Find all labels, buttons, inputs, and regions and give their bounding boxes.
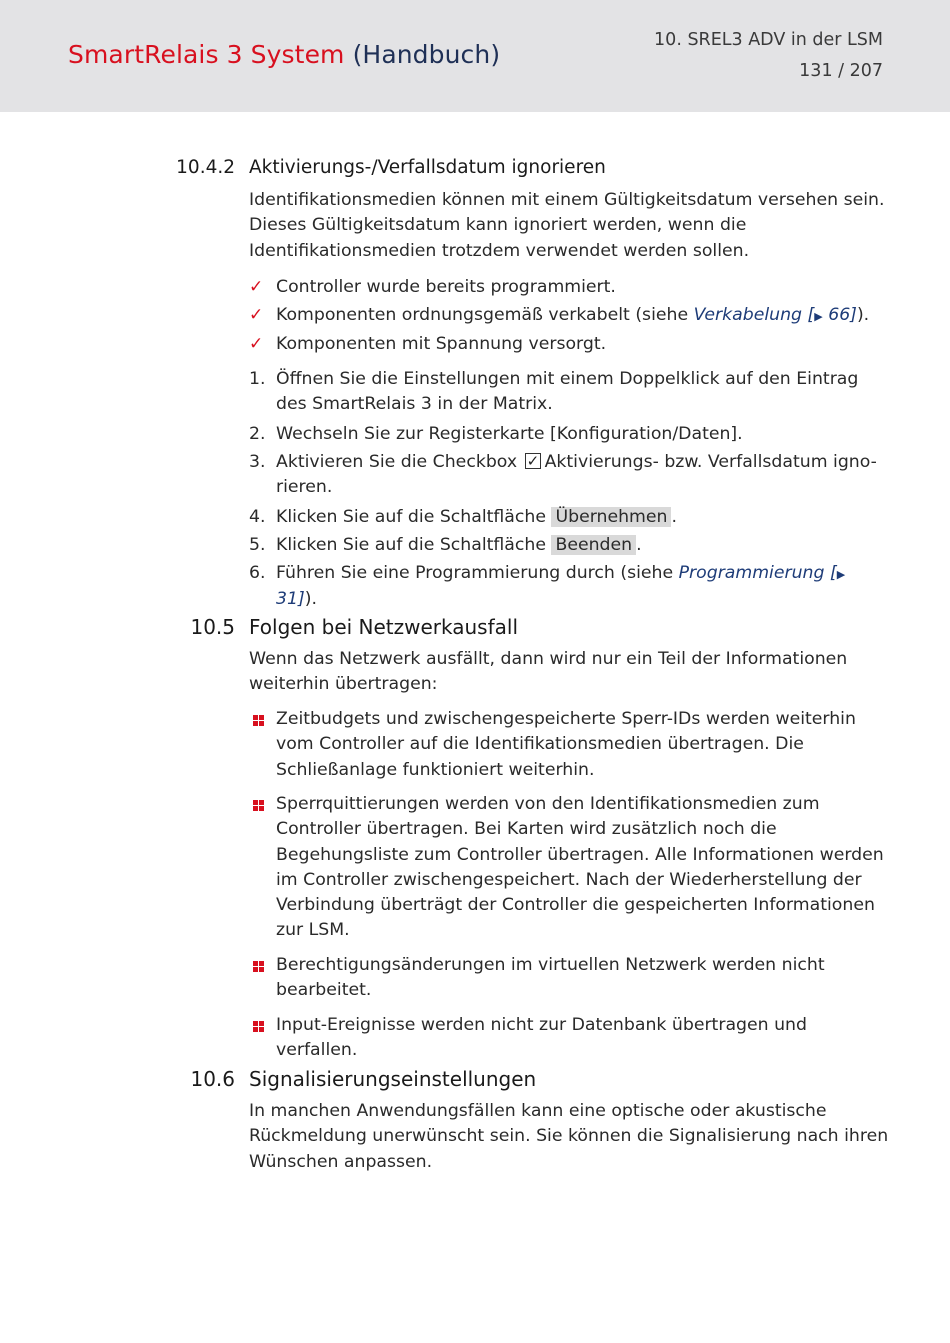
step-number: 1. xyxy=(249,369,266,389)
step-text: Führen Sie eine Programmierung durch (siehe xyxy=(276,563,679,583)
step-item xyxy=(249,450,889,501)
step-number: 2. xyxy=(249,424,266,444)
section-intro: Identifikationsmedien können mit einem Gültigkeitsdatum versehen sein. Dieses Gültigkeitsdatum kann ignoriert werden, wenn die Identifikationsmedien trotzdem verwendet werden sollen. xyxy=(249,190,885,261)
check-icon: ✓ xyxy=(249,305,264,325)
step-item xyxy=(249,367,889,418)
bullet-item xyxy=(249,707,889,783)
step-item xyxy=(249,533,889,558)
section-title: Folgen bei Netzwerkausfall xyxy=(249,615,519,639)
section-number: 10.6 xyxy=(190,1067,235,1091)
step-text: Aktivieren Sie die Checkbox xyxy=(276,452,518,472)
document-title-suffix: (Handbuch) xyxy=(352,40,501,69)
step-text-tail: . xyxy=(671,507,677,527)
bullet-icon xyxy=(253,1021,264,1032)
prerequisite-tail: ). xyxy=(856,305,870,325)
link-text[interactable]: Programmierung [ xyxy=(678,563,837,583)
step-item xyxy=(249,505,889,530)
bullet-icon xyxy=(253,961,264,972)
step-number: 5. xyxy=(249,535,266,555)
bullet-text: Input-Ereignisse werden nicht zur Datenbank übertragen und verfallen. xyxy=(276,1015,807,1061)
prerequisite-text: Komponenten ordnungsgemäß verkabelt (siehe xyxy=(276,305,694,325)
document-title-main: SmartRelais 3 System xyxy=(68,40,345,69)
bullet-text: Zeitbudgets und zwischengespeicherte Sperr-IDs werden weiterhin vom Controller auf die Identifikationsmedien übertragen. Die Schließanlage funktioniert weiterhin. xyxy=(276,709,856,780)
link-verkabelung[interactable] xyxy=(694,305,857,325)
step-text: Wechseln Sie zur Registerkarte [Konfiguration/Daten]. xyxy=(276,424,743,444)
step-number: 4. xyxy=(249,507,266,527)
section-title: Signalisierungseinstellungen xyxy=(249,1067,537,1091)
arrow-right-icon: ▶ xyxy=(814,310,823,323)
prerequisite-item xyxy=(249,332,889,357)
beenden-button-label: Beenden xyxy=(551,535,636,555)
step-number: 3. xyxy=(249,452,266,472)
chapter-label: 10. SREL3 ADV in der LSM xyxy=(654,30,883,50)
bullet-item xyxy=(249,792,889,944)
link-page[interactable]: 66] xyxy=(822,305,857,325)
section-intro: In manchen Anwendungsfällen kann eine optische oder akustische Rückmeldung unerwünscht sein. Sie können die Signalisierung nach ihren Wünschen anpassen. xyxy=(249,1101,889,1172)
section-intro: Wenn das Netzwerk ausfällt, dann wird nur ein Teil der Informationen weiterhin übertragen: xyxy=(249,649,848,695)
checkbox-icon xyxy=(525,453,541,469)
step-item xyxy=(249,561,889,613)
arrow-right-icon: ▶ xyxy=(836,568,846,581)
step-text-tail: Aktivierungs- bzw. Verfallsdatum igno-rieren. xyxy=(276,452,877,498)
step-text: Öffnen Sie die Einstellungen mit einem Doppelklick auf den Eintrag des SmartRelais 3 in der Matrix. xyxy=(276,369,859,415)
bullet-text: Berechtigungsänderungen im virtuellen Netzwerk werden nicht bearbeitet. xyxy=(276,955,825,1001)
section-number: 10.4.2 xyxy=(176,157,235,178)
step-text: Klicken Sie auf die Schaltfläche xyxy=(276,535,546,555)
link-text[interactable]: Verkabelung [ xyxy=(693,305,815,325)
step-number: 6. xyxy=(249,563,266,583)
check-icon: ✓ xyxy=(249,277,264,297)
bullet-icon xyxy=(253,715,264,726)
link-page[interactable]: 31] xyxy=(276,589,305,610)
page-header xyxy=(0,0,950,112)
bullet-icon xyxy=(253,800,264,811)
section-number: 10.5 xyxy=(190,615,235,639)
section-title: Aktivierungs-/Verfallsdatum ignorieren xyxy=(249,157,606,178)
prerequisite-text: Controller wurde bereits programmiert. xyxy=(276,277,616,297)
step-text: Klicken Sie auf die Schaltfläche xyxy=(276,507,546,527)
check-icon: ✓ xyxy=(249,334,264,354)
bullet-item xyxy=(249,1013,889,1064)
prerequisite-text: Komponenten mit Spannung versorgt. xyxy=(276,334,607,354)
step-text-tail: . xyxy=(636,535,642,555)
step-item xyxy=(249,422,889,447)
bullet-item xyxy=(249,953,889,1004)
page-number: 131 / 207 xyxy=(799,61,883,81)
prerequisite-item xyxy=(249,275,889,300)
prerequisite-item xyxy=(249,303,889,329)
document-title xyxy=(68,40,500,69)
ubernehmen-button-label: Übernehmen xyxy=(551,507,671,527)
bullet-text: Sperrquittierungen werden von den Identifikationsmedien zum Controller übertragen. Bei Karten wird zusätzlich noch die Begehungsliste zum Controller übertragen. Alle Informationen werden im Controller zwischengespeichert. Nach der Wiederherstellung der Verbindung überträgt der Controller die gespeicherten Informationen zur LSM. xyxy=(276,794,884,941)
step-text-tail: ). xyxy=(304,589,317,610)
